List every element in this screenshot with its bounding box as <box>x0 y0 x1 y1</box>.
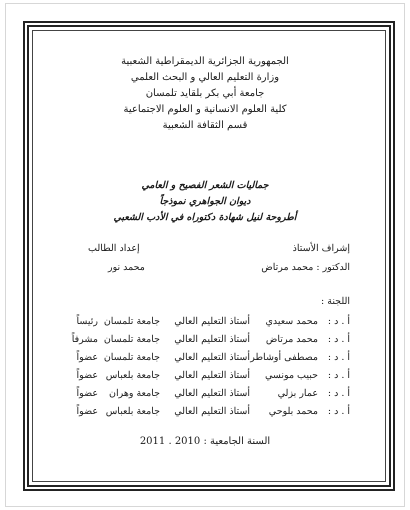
supervisor-label: إشراف الأستاذ <box>292 243 350 254</box>
student-label: إعداد الطالب <box>88 243 140 254</box>
member-prefix: أ . د : <box>327 388 350 399</box>
member-prefix: أ . د : <box>327 316 350 327</box>
member-name: عمار بزلي <box>277 388 318 399</box>
thesis-subtitle: ديوان الجواهري نموذجاً <box>159 196 251 207</box>
thesis-title: جماليات الشعر الفصيح و العامي <box>141 180 269 191</box>
supervisor-name: الدكتور : محمد مرتاض <box>261 262 350 273</box>
committee-label: اللجنة : <box>321 296 350 307</box>
member-university: جامعة وهران <box>108 388 160 399</box>
member-role: عضواً <box>76 406 98 417</box>
member-name: مصطفى أوشاطر <box>250 352 318 363</box>
member-rank: أستاذ التعليم العالي <box>174 316 250 327</box>
member-name: محمد مرتاض <box>265 334 318 345</box>
member-rank: أستاذ التعليم العالي <box>174 388 250 399</box>
header-university: جامعة أبي بكر بلقايد تلمسان <box>145 88 265 99</box>
member-rank: أستاذ التعليم العالي <box>174 352 250 363</box>
member-name: حبيب مونسي <box>265 370 318 381</box>
member-rank: أستاذ التعليم العالي <box>174 406 250 417</box>
member-name: محمد بلوحي <box>268 406 318 417</box>
member-university: جامعة بلعباس <box>105 406 160 417</box>
member-university: جامعة تلمسان <box>103 316 160 327</box>
member-role: عضواً <box>76 370 98 381</box>
member-role: عضواً <box>76 388 98 399</box>
member-role: مشرفاً <box>71 334 98 345</box>
academic-year: السنة الجامعية : 2010 . 2011 <box>139 436 271 447</box>
member-role: رئيساً <box>76 316 98 327</box>
member-name: محمد سعيدي <box>265 316 318 327</box>
header-department: قسم الثقافة الشعبية <box>162 120 248 131</box>
header-faculty: كلية العلوم الانسانية و العلوم الاجتماعية <box>123 104 287 115</box>
header-ministry: وزارة التعليم العالي و البحث العلمي <box>130 72 280 83</box>
member-rank: أستاذ التعليم العالي <box>174 370 250 381</box>
member-prefix: أ . د : <box>327 370 350 381</box>
member-prefix: أ . د : <box>327 406 350 417</box>
student-name: محمد نور <box>108 262 145 273</box>
member-prefix: أ . د : <box>327 352 350 363</box>
member-rank: أستاذ التعليم العالي <box>174 334 250 345</box>
member-role: عضواً <box>76 352 98 363</box>
member-prefix: أ . د : <box>327 334 350 345</box>
thesis-degree: أطروحة لنيل شهادة دكتوراه في الأدب الشعبي <box>113 212 297 223</box>
member-university: جامعة تلمسان <box>103 352 160 363</box>
member-university: جامعة بلعباس <box>105 370 160 381</box>
member-university: جامعة تلمسان <box>103 334 160 345</box>
header-country: الجمهورية الجزائرية الديمقراطية الشعبية <box>121 56 289 67</box>
